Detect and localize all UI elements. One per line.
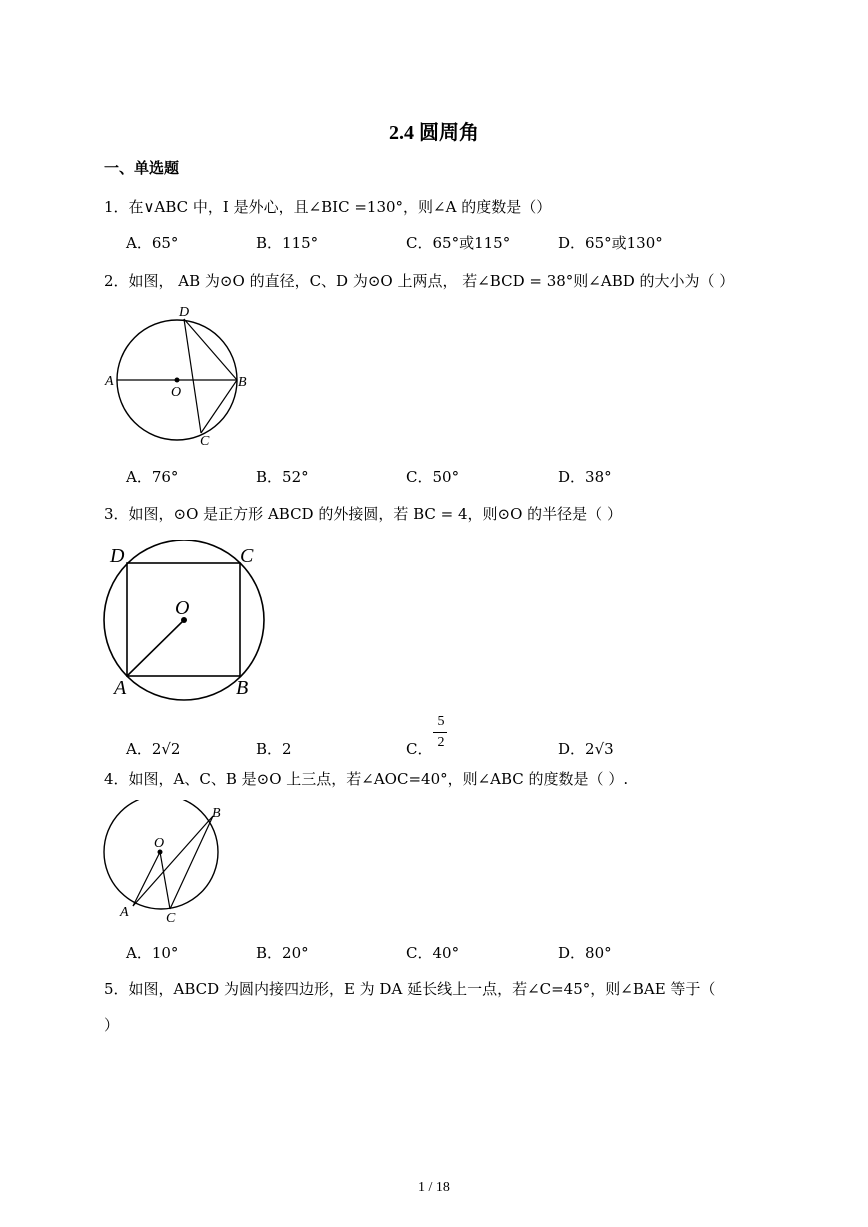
q2-label-d: D	[179, 305, 190, 320]
q3-figure	[100, 540, 270, 705]
q4-option-b: B．20°	[256, 944, 309, 962]
q2-center-dot	[175, 378, 180, 383]
q3-label-c: C	[240, 545, 254, 567]
q4-label-c: C	[166, 911, 176, 926]
q1-option-a: A．65°	[126, 234, 179, 252]
question-4: 4．如图，A、C、B 是⊙O 上三点，若∠AOC=40°，则∠ABC 的度数是（ ）.	[104, 770, 629, 788]
q3-option-c-letter: C．	[406, 740, 433, 758]
q3-label-o: O	[175, 597, 190, 619]
q4-option-d: D．80°	[558, 944, 612, 962]
question-3: 3．如图，⊙O 是正方形 ABCD 的外接圆，若 BC = 4，则⊙O 的半径是（ ）	[104, 505, 622, 523]
page-number: 1 / 18	[418, 1180, 450, 1195]
q3-option-a: A．2√2	[126, 740, 181, 758]
q3-option-c-numerator: 5	[437, 714, 445, 729]
q4-segment-oa	[133, 852, 160, 906]
q2-option-b: B．52°	[256, 468, 309, 486]
q4-label-b: B	[212, 806, 221, 821]
q2-option-d: D．38°	[558, 468, 612, 486]
q1-option-d: D．65°或130°	[558, 234, 663, 252]
section-heading: 一、单选题	[104, 159, 180, 177]
question-5: 5．如图，ABCD 为圆内接四边形，E 为 DA 延长线上一点，若∠C=45°，则∠BAE 等于（	[104, 980, 716, 998]
q3-option-c-denominator: 2	[437, 735, 445, 750]
q3-label-d: D	[110, 545, 125, 567]
q4-segment-oc	[160, 852, 170, 909]
q3-option-c-fraction-bar	[433, 732, 447, 733]
q3-option-b: B．2	[256, 740, 292, 758]
question-2: 2．如图， AB 为⊙O 的直径，C、D 为⊙O 上两点， 若∠BCD = 38°则∠ABD 的大小为（ ）	[104, 272, 735, 290]
q2-label-a: A	[105, 374, 114, 389]
q2-label-c: C	[200, 434, 210, 449]
page-title: 2.4 圆周角	[389, 122, 479, 144]
q4-label-a: A	[120, 905, 129, 920]
q1-option-b: B．115°	[256, 234, 319, 252]
q4-option-a: A．10°	[126, 944, 179, 962]
q2-label-o: O	[171, 385, 182, 400]
question-1: 1．在∨ABC 中，I 是外心，且∠BIC =130°，则∠A 的度数是（）	[104, 198, 552, 216]
q3-radius-oa	[127, 620, 184, 676]
q3-label-a: A	[114, 677, 127, 699]
q2-figure	[100, 300, 270, 450]
question-5-continued: ）	[104, 1016, 120, 1034]
q1-option-c: C．65°或115°	[406, 234, 511, 252]
q2-label-b: B	[238, 375, 247, 390]
q2-option-a: A．76°	[126, 468, 179, 486]
q3-label-b: B	[236, 677, 249, 699]
q3-option-d: D．2√3	[558, 740, 614, 758]
q4-label-o: O	[154, 836, 165, 851]
q2-option-c: C．50°	[406, 468, 460, 486]
q4-option-c: C．40°	[406, 944, 460, 962]
q4-segment-cb	[170, 816, 213, 909]
q4-figure	[100, 800, 230, 930]
